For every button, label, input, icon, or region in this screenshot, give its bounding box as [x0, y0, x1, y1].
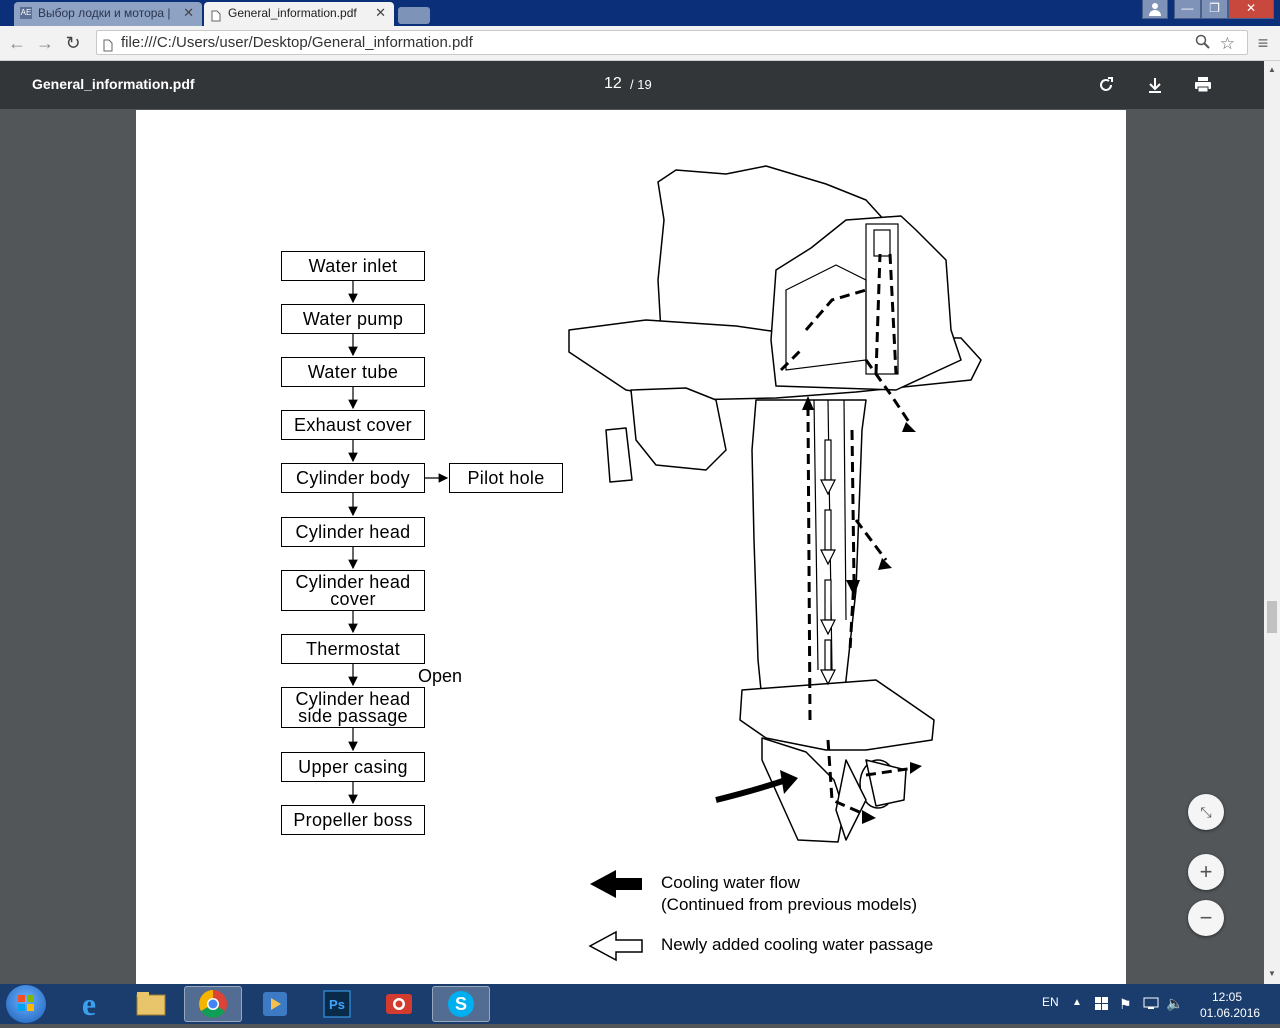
scroll-up-icon[interactable]: ▲ [1268, 65, 1276, 74]
bookmark-star-icon[interactable]: ☆ [1219, 34, 1235, 53]
reload-icon[interactable]: ↻ [65, 33, 81, 53]
show-hidden-icons[interactable]: ▲ [1072, 997, 1082, 1008]
flow-box-cylinder-body: Cylinder body [281, 463, 425, 493]
windows-flag-icon[interactable] [1095, 997, 1109, 1016]
language-indicator[interactable]: EN [1042, 995, 1059, 1009]
camera-app-icon[interactable] [370, 986, 428, 1022]
zoom-icon[interactable] [1195, 34, 1211, 57]
svg-text:e: e [81, 986, 97, 1022]
close-window-button[interactable]: ✕ [1228, 0, 1274, 19]
svg-text:Ps: Ps [329, 997, 345, 1012]
chrome-icon[interactable] [184, 986, 242, 1022]
flow-box-pilot-hole: Pilot hole [449, 463, 563, 493]
clock-date[interactable]: 01.06.2016 [1200, 1006, 1261, 1020]
legend-arrows [588, 868, 646, 962]
tab-strip [0, 0, 1280, 26]
tab-close-icon[interactable]: ✕ [375, 5, 386, 20]
internet-explorer-icon[interactable] [60, 986, 118, 1022]
new-tab-button[interactable] [398, 7, 430, 24]
print-icon[interactable] [1191, 73, 1215, 97]
scrollbar-thumb[interactable] [1267, 601, 1277, 633]
tab-boat-selection[interactable] [14, 2, 202, 26]
back-arrow-icon[interactable]: ← [8, 33, 26, 53]
legend-cooling-water-flow: Cooling water flow (Continued from previous models) [661, 873, 918, 914]
flow-box-upper-casing: Upper casing [281, 752, 425, 782]
download-icon[interactable] [1143, 73, 1167, 97]
flow-box-water-pump: Water pump [281, 304, 425, 334]
pdf-toolbar [0, 61, 1280, 109]
flow-box-exhaust-cover: Exhaust cover [281, 410, 425, 440]
page-number-input[interactable]: 12 [604, 75, 622, 92]
zoom-out-button[interactable]: − [1188, 900, 1224, 936]
flow-box-propeller-boss: Propeller boss [281, 805, 425, 835]
outboard-motor-cooling-diagram [566, 160, 1006, 850]
pdf-page [136, 110, 1126, 984]
user-icon[interactable] [1142, 0, 1168, 19]
hollow-arrow-icon [590, 932, 642, 960]
pdf-title: General_information.pdf [32, 76, 195, 92]
volume-icon[interactable]: 🔈 [1166, 995, 1184, 1011]
url-text: file:///C:/Users/user/Desktop/General_information.pdf [121, 34, 473, 51]
page-total: / 19 [630, 77, 652, 92]
action-center-flag-icon[interactable]: ⚑ [1119, 996, 1132, 1012]
svg-text:S: S [454, 994, 468, 1014]
file-explorer-icon[interactable] [122, 986, 180, 1022]
tab-label: General_information.pdf [228, 6, 357, 20]
tab-label: Выбор лодки и мотора | [38, 6, 171, 20]
rotate-icon[interactable] [1094, 73, 1118, 97]
forward-arrow-icon[interactable]: → [36, 33, 54, 53]
fit-to-page-button[interactable]: ⤡ [1188, 794, 1224, 830]
tab-general-information[interactable] [204, 2, 394, 26]
zoom-in-button[interactable]: + [1188, 854, 1224, 890]
clock-time[interactable]: 12:05 [1212, 990, 1243, 1004]
restore-button[interactable]: ❐ [1201, 0, 1228, 19]
address-bar[interactable] [96, 30, 1248, 55]
network-icon[interactable] [1143, 996, 1159, 1015]
flow-box-water-tube: Water tube [281, 357, 425, 387]
start-button[interactable] [6, 985, 46, 1023]
media-player-icon[interactable] [246, 986, 304, 1022]
scroll-down-icon[interactable]: ▼ [1268, 969, 1276, 978]
flow-box-cylinder-head-cover: Cylinder head cover [281, 570, 425, 611]
skype-icon[interactable] [432, 986, 490, 1022]
photoshop-icon[interactable] [308, 986, 366, 1022]
tab-close-icon[interactable]: ✕ [183, 5, 194, 20]
flow-box-thermostat: Thermostat [281, 634, 425, 664]
open-label: Open [418, 666, 463, 686]
browser-toolbar [0, 26, 1280, 61]
vertical-scrollbar[interactable] [1264, 61, 1280, 984]
site-favicon-icon: AE [20, 8, 32, 17]
taskbar [0, 984, 1280, 1024]
flow-box-cylinder-head: Cylinder head [281, 517, 425, 547]
flow-box-water-inlet: Water inlet [281, 251, 425, 281]
legend-newly-added-passage: Newly added cooling water passage [661, 935, 934, 954]
document-icon [210, 7, 222, 19]
page-icon [103, 36, 113, 59]
solid-arrow-icon [590, 870, 642, 898]
minimize-button[interactable]: — [1174, 0, 1201, 19]
menu-icon[interactable]: ≡ [1257, 33, 1269, 53]
flow-box-cylinder-head-side-passage: Cylinder head side passage [281, 687, 425, 728]
